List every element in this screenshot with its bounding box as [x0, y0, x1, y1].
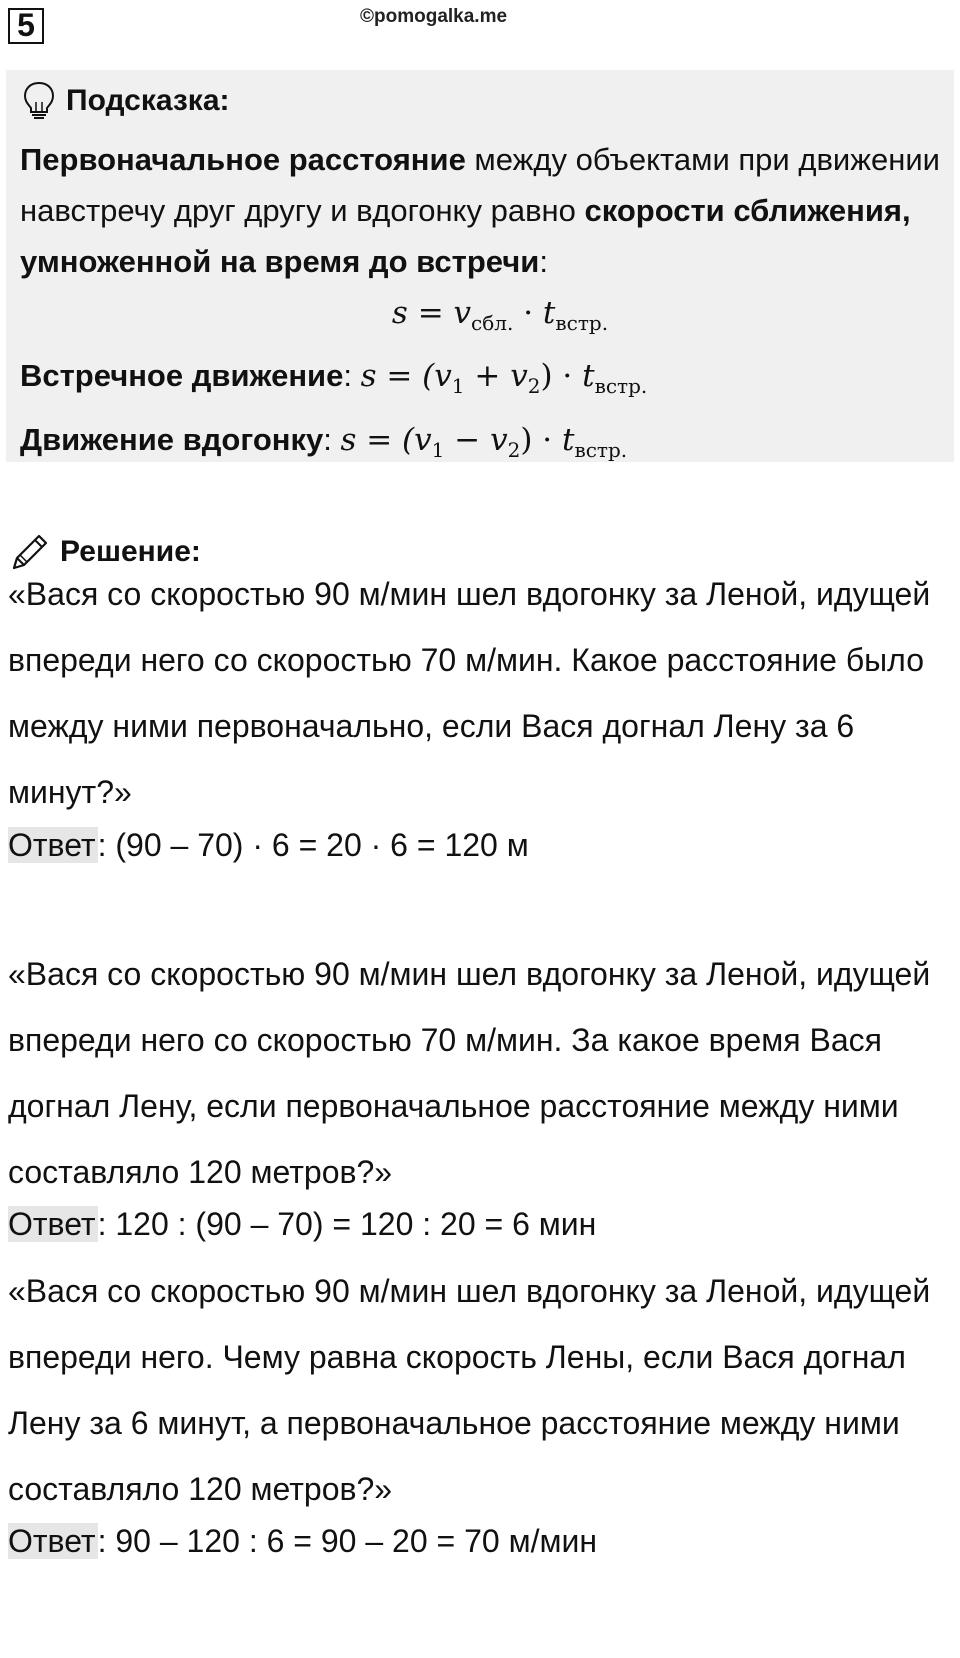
- chase-label: Движение вдогонку: [20, 422, 324, 458]
- lightbulb-icon: [20, 80, 58, 122]
- oncoming-formula: $s = (v_1 + v_2) \cdot t_{встр.}$: [360, 358, 648, 399]
- task-number-badge: 5: [8, 8, 44, 44]
- answer-label: Ответ: [8, 1523, 96, 1559]
- hint-bold-term: Первоначальное расстояние: [20, 142, 466, 177]
- formula-chase: Движение вдогонку: $s = (v_1 - v_2) \cdot t_{встр.}$: [20, 422, 628, 463]
- answer-line: [8, 1202, 596, 1246]
- oncoming-label: Встречное движение: [20, 358, 344, 394]
- formula-oncoming: Встречное движение: $s = (v_1 + v_2) \cdot t_{встр.}$: [20, 358, 648, 399]
- problem-text: «Вася со скоростью 90 м/мин шел вдогонку за Леной, идущей впереди него со скоростью 70 м/мин. Какое расстояние было между ними первоначально, если Вася догнал Лену за 6 минут?»: [8, 576, 931, 810]
- problem-text: «Вася со скоростью 90 м/мин шел вдогонку за Леной, идущей впереди него со скоростью 70 м/мин. За какое время Вася догнал Лену, если первоначальное расстояние между ними составляло 120 метров?»: [8, 956, 931, 1190]
- answer-line: [8, 823, 529, 867]
- hint-paragraph: [20, 134, 940, 287]
- answer-value: : (90 – 70) · 6 = 20 · 6 = 120 м: [97, 827, 529, 863]
- answer-value: : 90 – 120 : 6 = 90 – 20 = 70 м/мин: [97, 1523, 598, 1559]
- answer-line: [8, 1519, 597, 1563]
- answer-label: Ответ: [8, 827, 96, 863]
- chase-formula: $s = (v_1 - v_2) \cdot t_{встр.}$: [340, 422, 628, 463]
- hint-text-normal: между объектами при движении навстречу друг другу и вдогонку равно: [20, 142, 940, 228]
- formula-main: $s = v_{сбл.} \cdot t_{встр.}$: [391, 295, 609, 336]
- hint-bold-rule: скорости сближения, умноженной на время до встречи: [20, 193, 911, 279]
- answer-value: : 120 : (90 – 70) = 120 : 20 = 6 мин: [97, 1206, 597, 1242]
- hint-header: [20, 80, 940, 122]
- solution-title: Решение:: [60, 535, 201, 568]
- watermark: ©pomogalka.me: [360, 6, 508, 27]
- hint-box: [6, 70, 954, 462]
- problem-text: «Вася со скоростью 90 м/мин шел вдогонку за Леной, идущей впереди него. Чему равна скорость Лены, если Вася догнал Лену за 6 минут, а первоначальное расстояние между ними составляло 120 метров?»: [8, 1273, 931, 1507]
- answer-label: Ответ: [8, 1206, 96, 1242]
- hint-text-end: :: [539, 244, 548, 279]
- hint-title: Подсказка:: [66, 84, 230, 117]
